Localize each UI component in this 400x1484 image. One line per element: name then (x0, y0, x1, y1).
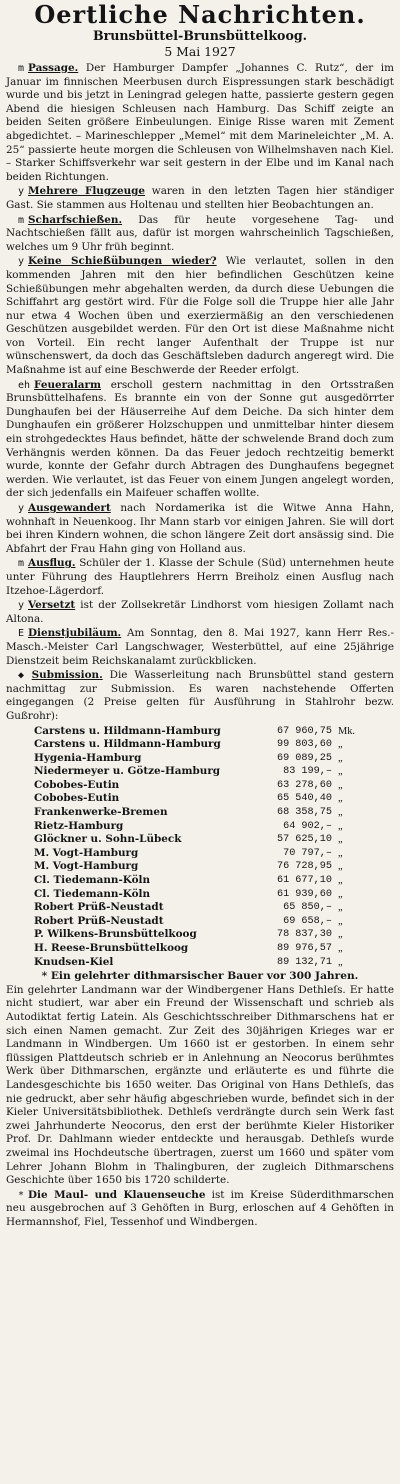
article-text: ist im Kreise Süderdithmarschen neu ausgebrochen auf 3 Gehöften in Burg, erloschen auf 4 Gehöften in Hermannshof, Fiel, Tessenhof und Windbergen. (6, 1188, 394, 1228)
offer-unit: „ (338, 943, 343, 954)
offer-firm: M. Vogt-Hamburg (34, 860, 139, 873)
article-ausflug (6, 557, 394, 598)
article-key: y (18, 186, 25, 198)
article-disease (6, 1189, 394, 1230)
article-key: m (18, 63, 25, 74)
offer-row (34, 792, 394, 806)
article-versetzt (6, 599, 394, 626)
article-text: Wie verlautet, sollen in den kommenden Jahren mit den hier befindlichen Geschützen keine Schießübungen mehr abgehalten werden, da durch diese Uebungen die Schiffahrt arg gestört wird. Für die Folge soll die Truppe hier alle Jahr nur etwa 4 Wochen üben und exerziermäßig an den verschiedenen Geschützen ausgebildet werden. Für den Ort ist diese Maßnahme nicht von Vorteil. Ein recht langer Aufenthalt der Truppe ist nur wünschenswert, da doch das Geschäftsleben dadurch angeregt wird. Die Maßnahme ist auf eine Beschwerde der Reeder erfolgt. (6, 255, 394, 377)
article-passage (6, 62, 394, 184)
issue-date: 5 Mai 1927 (164, 44, 236, 59)
article-keyword: Dienstjubiläum. (28, 627, 122, 640)
offer-unit: Mk. (338, 725, 356, 737)
offer-amount: 69 089,25 (276, 752, 332, 764)
offer-unit: „ (338, 834, 343, 846)
offer-unit: „ (338, 820, 343, 832)
offer-row (34, 725, 394, 739)
article-key: y (18, 600, 25, 612)
offer-row (34, 860, 394, 874)
article-key: m (18, 214, 25, 226)
offer-unit: „ (338, 875, 343, 887)
offer-list (34, 725, 394, 970)
offer-firm: Carstens u. Hildmann-Hamburg (34, 738, 221, 751)
offer-unit: „ (338, 739, 343, 751)
article-text: erscholl gestern nachmittag in den Ortsstraßen Brunsbüttelhafens. Es brannte ein von der Sonne gut ausgedörrter Dunghaufen bei der Häuserreihe Auf dem Deiche. Da sich hinter dem Dunghaufen ein größerer Holzschuppen und unmittelbar hinter diesem ein strohgedecktes Haus befindet, hätte der schwelende Brand doch zum Verhängnis werden können. Da das Feuer jedoch rechtzeitig bemerkt wurde, konnte der Gefahr durch Abtragen des Dunghaufens begegnet werden. Wie verlautet, ist das Feuer von einem Jungen angelegt worden, der sich jedenfalls ein Maifeuer schaffen wollte. (6, 378, 394, 500)
offer-firm: P. Wilkens-Brunsbüttelkoog (34, 928, 197, 941)
offer-amount: 65 850,– (283, 902, 332, 914)
offer-unit: „ (338, 915, 343, 927)
article-key: * (18, 1189, 25, 1201)
offer-amount: 69 658,– (283, 915, 332, 927)
offer-firm: Glöckner u. Sohn-Lübeck (34, 833, 182, 846)
article-key: y (18, 256, 25, 268)
article-schiessuebungen (6, 255, 394, 377)
offer-firm: Robert Prüß-Neustadt (34, 914, 164, 927)
offer-row (34, 915, 394, 929)
offer-row (34, 806, 394, 820)
article-heading-farmer: * Ein gelehrter dithmarsischer Bauer vor 300 Jahren. (41, 970, 359, 983)
offer-firm: Rietz-Hamburg (34, 819, 124, 832)
offer-amount: 64 902,– (283, 820, 332, 832)
offer-unit: „ (338, 956, 343, 968)
offer-unit: „ (338, 888, 343, 900)
offer-row (34, 901, 394, 915)
article-keyword: Keine Schießübungen wieder? (28, 255, 217, 268)
offer-row (34, 874, 394, 888)
article-dienstjubilaeum (6, 627, 394, 668)
article-text: Der Hamburger Dampfer „Johannes C. Rutz“, der im Januar im finnischen Meerbusen durch Eispressungen stark beschädigt wurde und bis jetzt in Leningrad gelegen hatte, passierte gestern gegen Abend die hiesigen Schleusen nach Hamburg. Das Schiff zeigte an beiden Seiten größere Einbeulungen. Einige Risse waren mit Zement abgedichtet. – Marineschlepper „Memel“ mit dem Marineleichter „M. A. 25“ passierte heute morgen die Schleusen von Wilhelmshaven nach Kiel. – Starker Schiffsverkehr war seit gestern in der Elbe und im Kanal nach beiden Richtungen. (6, 62, 394, 183)
offer-firm: Frankenwerke-Bremen (34, 806, 168, 819)
offer-firm: M. Vogt-Hamburg (34, 846, 139, 859)
article-feueralarm (6, 379, 394, 501)
offer-firm: Cobobes-Eutin (34, 792, 120, 805)
offer-amount: 63 278,60 (276, 779, 332, 791)
offer-row (34, 847, 394, 861)
offer-amount: 89 976,57 (276, 943, 332, 954)
offer-row (34, 820, 394, 834)
section-subtitle: Brunsbüttel-Brunsbüttelkoog. (92, 28, 308, 43)
offer-row (34, 833, 394, 847)
article-key: y (18, 503, 25, 514)
offer-firm: Cl. Tiedemann-Köln (34, 874, 151, 887)
offer-firm: Cobobes-Eutin (34, 778, 120, 791)
offer-amount: 68 358,75 (276, 807, 332, 819)
offer-amount: 61 677,10 (276, 875, 332, 887)
article-text: Das für heute vorgesehene Tag- und Nachtschießen fällt aus, dafür ist morgen wahrscheinlich Tagschießen, welches um 9 Uhr früh beginnt. (6, 213, 395, 253)
offer-row (34, 765, 394, 779)
article-keyword: Feueralarm (34, 378, 101, 391)
offer-amount: 70 797,– (283, 847, 332, 859)
article-text: Die Wasserleitung nach Brunsbüttel stand gestern nachmittag zur Submission. Es waren nachstehende Offerten eingegangen (2 Preise gelten für Ausführung in Stahlrohr bezw. Gußrohr): (6, 669, 394, 722)
article-key: E (18, 628, 25, 640)
diamond-icon: ◆ (18, 670, 28, 682)
article-keyword: Die Maul- und Klauenseuche (28, 1188, 206, 1201)
article-ausgewandert (6, 502, 394, 556)
article-flugzeuge (6, 185, 394, 212)
article-farmer: Ein gelehrter Landmann war der Windbergener Hans Dethleſs. Er hatte nicht studiert, war aber ein Freund der Wissenschaft und schrieb als Autodiktat fertig Latein. Als Geschichtsschreiber Dithmarschens hat er sich einen Namen gemacht. Zur Zeit des 30jährigen Krieges war er Landmann in Windbergen. Um 1660 ist er gestorben. In einem sehr flüssigen Plattdeutsch schrieb er in Anlehnung an Neocorus berühmtes Werk über Dithmarschen, ergänzte und erläuterte es und führte die Landesgeschichte bis 1650 weiter. Das Original von Hans Dethleſs, das nie gedruckt, aber sehr häufig abgeschrieben wurde, befindet sich in der Kieler Universitätsbibliothek. Dethleſs verdrängte durch sein Werk fast zwei Jahrhunderte Neocorus, den erst der berühmte Kieler Historiker Prof. Dr. Dahlmann wieder entdeckte und herausgab. Dethleſs wurde zweimal ins Hochdeutsche übertragen, zuerst um 1660 und später vom Lehrer Johann Blohm in Thalingburen, der zugleich Dithmarschens Geschichte über 1650 bis 1720 schilderte. (6, 983, 394, 1187)
offer-firm: Hygenia-Hamburg (34, 751, 142, 764)
article-scharfschiessen (6, 214, 394, 255)
offer-row (34, 956, 394, 970)
article-text: Schüler der 1. Klasse der Schule (Süd) unternehmen heute unter Führung des Hauptlehrers Herrn Breiholz einen Ausflug nach Itzehoe-Lägerdorf. (6, 557, 394, 597)
offer-unit: „ (338, 766, 343, 778)
offer-unit: „ (338, 847, 343, 859)
offer-unit: „ (338, 752, 343, 764)
offer-unit: „ (338, 861, 343, 873)
offer-amount: 89 132,71 (276, 956, 332, 968)
offer-row (34, 928, 394, 942)
offer-amount: 61 939,60 (276, 888, 332, 900)
article-text: waren in den letzten Tagen hier ständiger Gast. Sie stammen aus Holtenau und stellten hier Beobachtungen an. (6, 185, 394, 211)
offer-unit: „ (338, 902, 343, 914)
offer-amount: 76 728,95 (276, 861, 332, 873)
article-text: Am Sonntag, den 8. Mai 1927, kann Herr Res.-Masch.-Meister Carl Langschwager, Westerbüttel, auf eine 25jährige Dienstzeit beim Reichskanalamt zurückblicken. (6, 627, 395, 667)
article-keyword: Scharfschießen. (28, 213, 123, 226)
article-submission (6, 669, 394, 723)
article-key: m (18, 558, 25, 570)
offer-firm: Niedermeyer u. Götze-Hamburg (34, 765, 221, 778)
article-key: eh (18, 379, 31, 391)
offer-amount: 67 960,75 (276, 725, 332, 737)
article-keyword: Submission. (31, 669, 103, 682)
article-text: nach Nordamerika ist die Witwe Anna Hahn, wohnhaft in Neuenkoog. Ihr Mann starb vor einigen Jahren. Sie will dort bei ihren Kindern wohnen, die schon längere Zeit dort ansässig sind. Die Abfahrt der Frau Hahn ging von Holland aus. (6, 502, 394, 555)
offer-unit: „ (338, 929, 343, 941)
offer-row (34, 752, 394, 766)
article-keyword: Ausgewandert (28, 502, 111, 514)
offer-row (34, 888, 394, 902)
offer-unit: „ (338, 793, 343, 805)
offer-row (34, 942, 394, 956)
article-keyword: Passage. (28, 62, 79, 74)
offer-unit: „ (338, 779, 343, 791)
offer-amount: 99 803,60 (276, 739, 332, 751)
offer-firm: Robert Prüß-Neustadt (34, 901, 164, 914)
offer-amount: 83 199,– (283, 766, 332, 778)
section-title: Oertliche Nachrichten. (34, 0, 366, 29)
offer-row (34, 738, 394, 752)
offer-amount: 78 837,30 (276, 929, 332, 941)
offer-unit: „ (338, 807, 343, 819)
offer-firm: Cl. Tiedemann-Köln (34, 887, 151, 900)
article-keyword: Ausflug. (28, 557, 76, 570)
article-keyword: Versetzt (28, 599, 76, 612)
offer-amount: 57 625,10 (276, 834, 332, 846)
offer-firm: Carstens u. Hildmann-Hamburg (34, 724, 221, 737)
offer-firm: H. Reese-Brunsbüttelkoog (34, 942, 189, 954)
offer-amount: 65 540,40 (276, 793, 332, 805)
offer-row (34, 779, 394, 793)
article-text: ist der Zollsekretär Lindhorst vom hiesigen Zollamt nach Altona. (6, 599, 394, 625)
article-keyword: Mehrere Flugzeuge (28, 185, 146, 198)
offer-firm: Knudsen-Kiel (34, 955, 114, 968)
